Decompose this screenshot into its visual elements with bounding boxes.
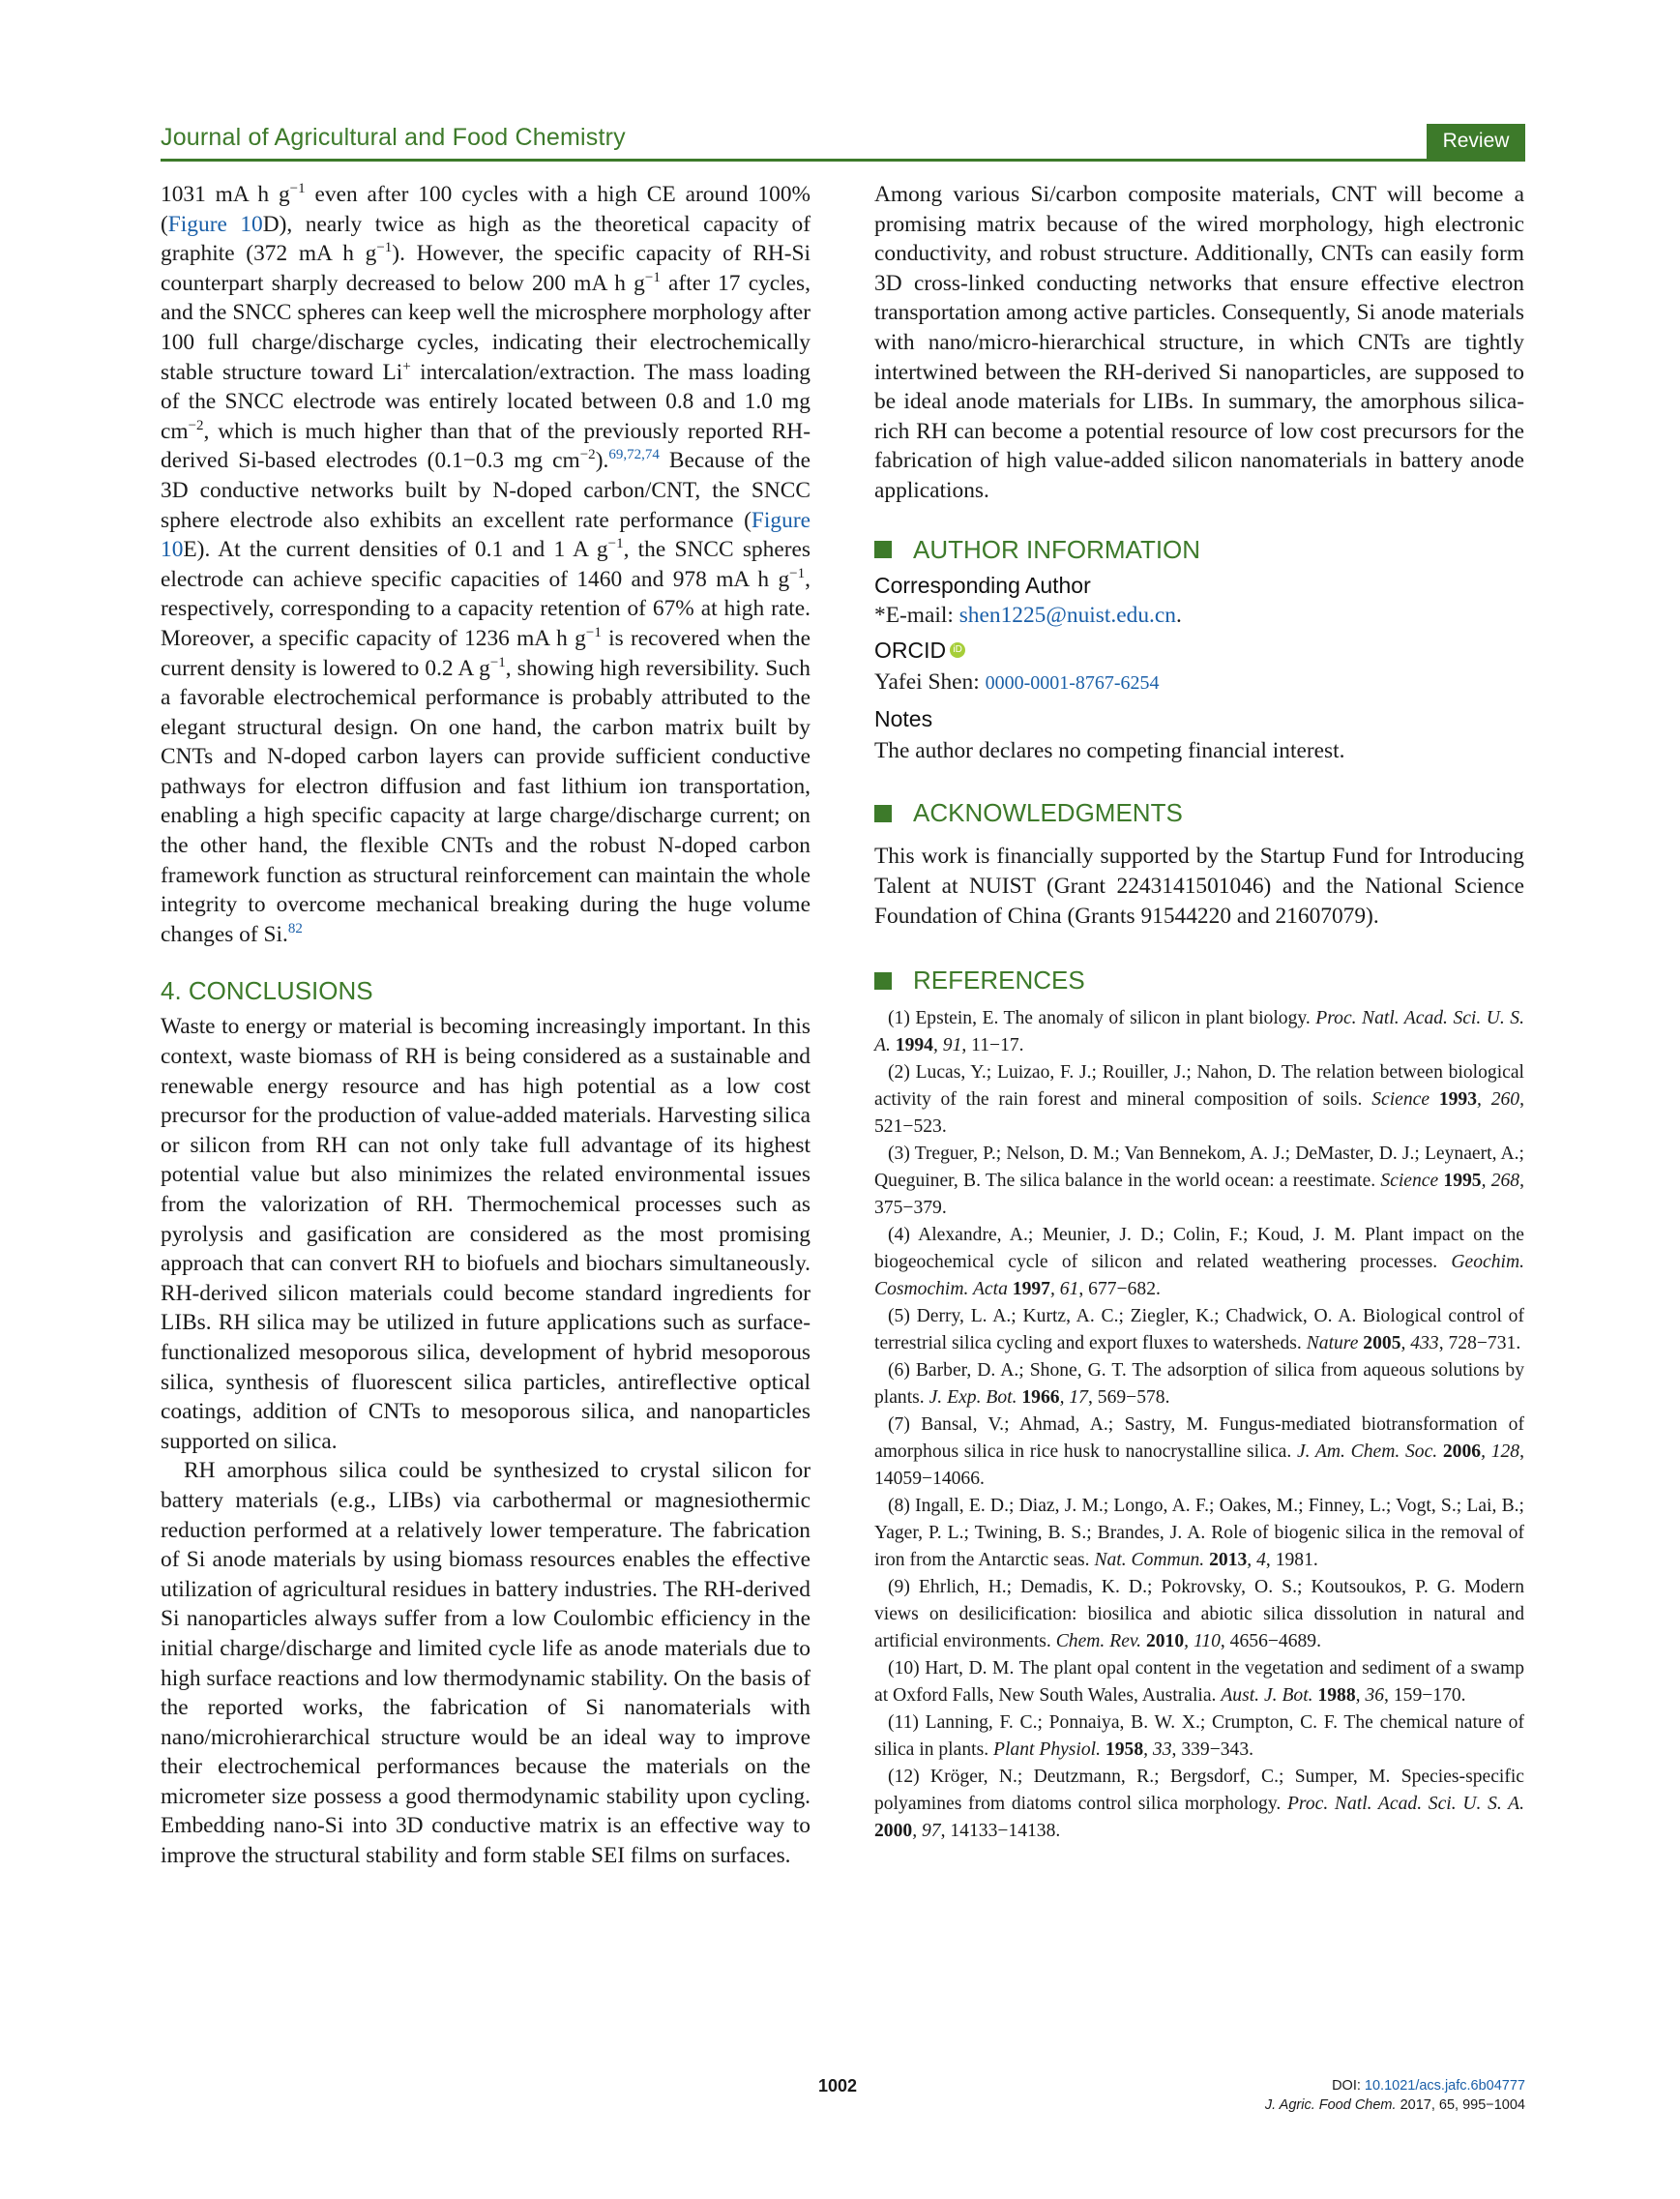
acknowledgments-heading: ACKNOWLEDGMENTS <box>874 798 1524 828</box>
notes-text: The author declares no competing financial interest. <box>874 737 1345 763</box>
article-type-badge: Review <box>1427 124 1525 159</box>
page-number: 1002 <box>818 2076 858 2095</box>
acknowledgments-text: This work is financially supported by the Startup Fund for Introducing Talent at NUIST (Grant 2243141501046) and the National Science Foundation of China (Grants 91544220 and 21607079). <box>874 844 1524 929</box>
notes-label: Notes <box>874 705 933 731</box>
references-heading: REFERENCES <box>874 966 1524 995</box>
reference-list <box>874 1005 1524 1845</box>
reference-item: (6) Barber, D. A.; Shone, G. T. The adsorption of silica from aqueous solutions by plants. J. Exp. Bot. 1966, 17, 569−578. <box>874 1360 1524 1409</box>
orcid-icon: iD <box>950 642 965 658</box>
reference-item: (5) Derry, L. A.; Kurtz, A. C.; Ziegler, K.; Chadwick, O. A. Biological control of terrestrial silica cycling and export fluxes to watersheds. Nature 2005, 433, 728−731. <box>874 1306 1524 1354</box>
orcid-id-link[interactable]: 0000-0001-8767-6254 <box>985 672 1160 695</box>
doi-link[interactable]: 10.1021/acs.jafc.6b04777 <box>1364 2078 1525 2094</box>
citation-link[interactable]: 69,72,74 <box>608 447 660 463</box>
author-information-heading: AUTHOR INFORMATION <box>874 535 1524 565</box>
citation-link[interactable]: 82 <box>287 921 303 937</box>
reference-item: (8) Ingall, E. D.; Diaz, J. M.; Longo, A. F.; Oakes, M.; Finney, L.; Vogt, S.; Lai, B.; Yager, P. L.; Twining, B. S.; Brandes, J. A. Role of biogenic silica in the removal of iron from the Antarctic seas. Nat. Commun. 2013, 4, 1981. <box>874 1496 1524 1571</box>
reference-item: (2) Lucas, Y.; Luizao, F. J.; Rouiller, J.; Nahon, D. The relation between biological activity of the rain forest and mineral composition of soils. Science 1993, 260, 521−523. <box>874 1062 1525 1138</box>
orcid-label: ORCID iD <box>874 638 1524 664</box>
reference-item: (7) Bansal, V.; Ahmad, A.; Sastry, M. Fungus-mediated biotransformation of amorphous silica in rice husk to nanocrystalline silica. J. Am. Chem. Soc. 2006, 128, 14059−14066. <box>874 1414 1524 1490</box>
reference-item: (3) Treguer, P.; Nelson, D. M.; Van Bennekom, A. J.; DeMaster, D. J.; Leynaert, A.; Queguiner, B. The silica balance in the world ocean: a reestimate. Science 1995, 268, 375−379. <box>874 1144 1524 1219</box>
section-square-icon <box>874 541 892 558</box>
footer-citation: DOI: 10.1021/acs.jafc.6b04777 J. Agric. Food Chem. 2017, 65, 995−1004 <box>1264 2078 1525 2113</box>
reference-item: (9) Ehrlich, H.; Demadis, K. D.; Pokrovsky, O. S.; Koutsoukos, P. G. Modern views on desilicification: biosilica and abiotic silica dissolution in natural and artificial environments. Chem. Rev. 2010, 110, 4656−4689. <box>874 1577 1524 1652</box>
email-line: *E-mail: shen1225@nuist.edu.cn. <box>874 602 1182 628</box>
right-column <box>874 180 1524 1845</box>
reference-item: (1) Epstein, E. The anomaly of silicon in plant biology. Proc. Natl. Acad. Sci. U. S. A. 1994, 91, 11−17. <box>874 1008 1524 1056</box>
reference-item: (10) Hart, D. M. The plant opal content in the vegetation and sediment of a swamp at Oxford Falls, New South Wales, Australia. Aust. J. Bot. 1988, 36, 159−170. <box>874 1658 1524 1707</box>
email-link[interactable]: shen1225@nuist.edu.cn <box>958 602 1176 628</box>
reference-item: (11) Lanning, F. C.; Ponnaiya, B. W. X.; Crumpton, C. F. The chemical nature of silica in plants. Plant Physiol. 1958, 33, 339−343. <box>874 1712 1524 1761</box>
body-paragraph: RH amorphous silica could be synthesized to crystal silicon for battery materials (e.g., LIBs) via carbothermal or magnesiothermic reduction performed at a relatively lower temperature. The fabrication of Si anode materials by using biomass resources enables the effective utilization of agricultural residues in battery industries. The RH-derived Si nanoparticles always suffer from a low Coulombic efficiency in the initial charge/discharge and limited cycle life as anode materials due to high surface reactions and low thermodynamic stability. On the basis of the reported works, the fabrication of Si nanomaterials with nano/microhierarchical structure would be an ideal way to improve their electrochemical performances because the materials on the micrometer size possess a good thermodynamic stability upon cycling. Embedding nano-Si into 3D conductive matrix is an effective way to improve the structural stability and form stable SEI films on surfaces. <box>161 1458 811 1869</box>
conclusions-heading: 4. CONCLUSIONS <box>161 976 373 1006</box>
journal-header <box>161 124 1525 162</box>
journal-title: Journal of Agricultural and Food Chemistry <box>161 124 626 151</box>
body-paragraph: Among various Si/carbon composite materials, CNT will become a promising matrix because of the wired morphology, high electronic conductivity, and robust structure. Additionally, CNTs can easily form 3D cross-linked conducting networks that ensure effective electron transportation among active particles. Consequently, Si anode materials with nano/micro-hierarchical structure, in which CNTs are tightly intertwined between the RH-derived Si nanoparticles, are supposed to be ideal anode materials for LIBs. In summary, the amorphous silica-rich RH can become a potential resource of low cost precursors for the fabrication of high value-added silicon nanomaterials in battery anode applications. <box>874 182 1524 503</box>
body-paragraph: 1031 mA h $g^{-1}$ even after 100 cycles with a high CE around 100% (Figure 10D), nearly twice as high as the theoretical capacity of graphite (372 mA h $g^{-1}$). However, the specific capacity of RH-Si counterpart sharply decreased to below 200 mA h $g^{-1}$ after 17 cycles, and the SNCC spheres can keep well the microsphere morphology after 100 full charge/discharge cycles, indicating their electrochemically stable structure toward Li+ intercalation/extraction. The mass loading of the SNCC electrode was entirely located between 0.8 and 1.0 mg $cm^{-2}$, which is much higher than that of the previously reported RH-derived Si-based electrodes (0.1−0.3 mg $cm^{-2}).^{69,72,74}$ Because of the 3D conductive networks built by N-doped carbon/CNT, the SNCC sphere electrode also exhibits an excellent rate performance (Figure 10E). At the current densities of 0.1 and 1 A $g^{-1}$, the SNCC spheres electrode can achieve specific capacities of 1460 and 978 mA h $g^{-1}$, respectively, corresponding to a capacity retention of 67% at high rate. Moreover, a specific capacity of 1236 mA h $g^{-1}$ is recovered when the current density is lowered to 0.2 A $g^{-1}$, showing high reversibility. Such a favorable electrochemical performance is probably attributed to the elegant structural design. On one hand, the carbon matrix built by CNTs and N-doped carbon layers can provide sufficient conductive pathways for electron diffusion and fast lithium ion transportation, enabling a high specific capacity at large charge/discharge current; on the other hand, the flexible CNTs and the robust N-doped carbon framework function as structural reinforcement can maintain the whole integrity to overcome mechanical breaking during the huge volume changes of Si.$^{82}$ <box>161 181 811 947</box>
left-column <box>161 180 811 1871</box>
body-paragraph: Waste to energy or material is becoming increasingly important. In this context, waste biomass of RH is being considered as a sustainable and renewable energy resource and has high potential as a low cost precursor for the production of value-added materials. Harvesting silica or silicon from RH can not only take full advantage of its highest potential value but also minimizes the related environmental issues from the valorization of RH. Thermochemical processes such as pyrolysis and gasification are considered as the most promising approach that can convert RH to biofuels and biochars simultaneously. RH-derived silicon materials could become standard ingredients for LIBs. RH silica may be utilized in future applications such as surface-functionalized mesoporous silica, development of hybrid mesoporous silica, synthesis of fluorescent silica particles, antireflective optical coatings, addition of CNTs to mesoporous silica, and nanoparticles supported on silica. <box>161 1014 811 1454</box>
corresponding-author-label: Corresponding Author <box>874 572 1091 598</box>
figure-link[interactable]: Figure 10 <box>167 211 263 237</box>
section-square-icon <box>874 805 892 822</box>
reference-item: (4) Alexandre, A.; Meunier, J. D.; Colin, F.; Koud, J. M. Plant impact on the biogeochemical cycle of silicon and related weathering processes. Geochim. Cosmochim. Acta 1997, 61, 677−682. <box>874 1225 1524 1300</box>
section-square-icon <box>874 972 892 990</box>
orcid-line: Yafei Shen: 0000-0001-8767-6254 <box>874 669 1160 696</box>
figure-link[interactable]: Figure 10 <box>161 507 811 563</box>
reference-item: (12) Kröger, N.; Deutzmann, R.; Bergsdorf, C.; Sumper, M. Species-specific polyamines from diatoms control silica morphology. Proc. Natl. Acad. Sci. U. S. A. 2000, 97, 14133−14138. <box>874 1767 1525 1842</box>
